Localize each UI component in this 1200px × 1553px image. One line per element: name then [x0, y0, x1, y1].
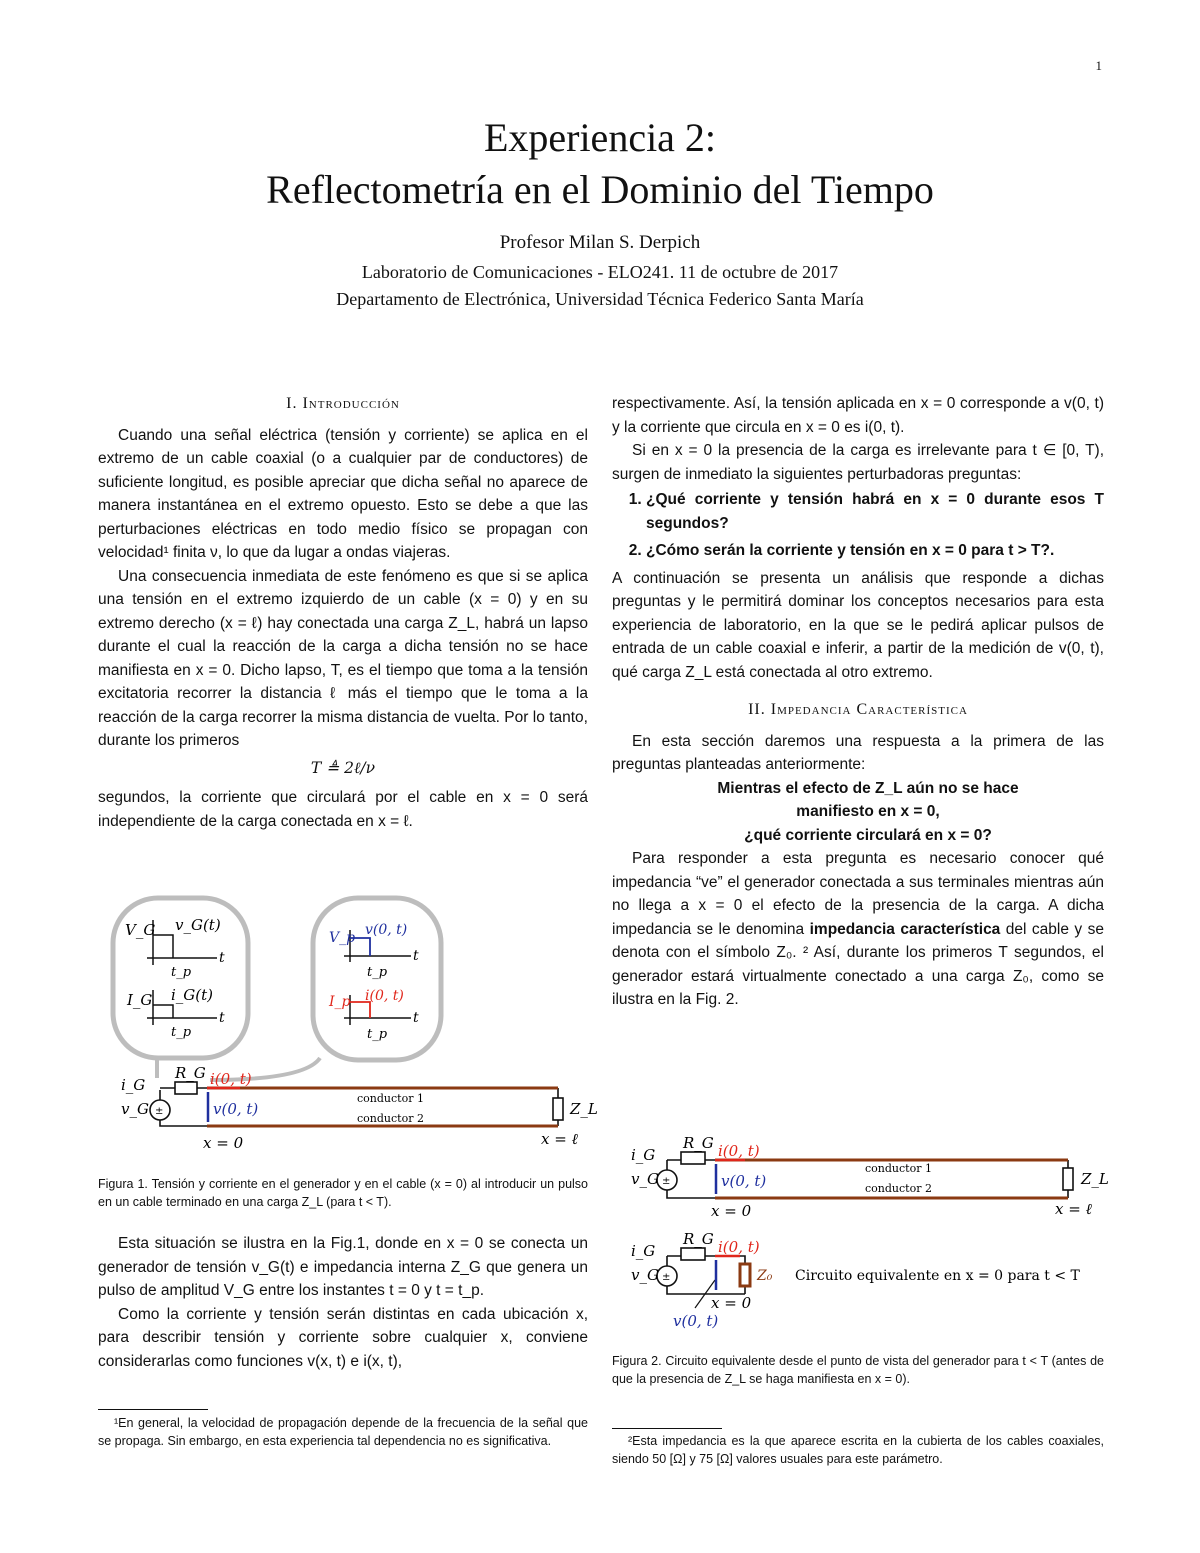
- source-sign: ±: [662, 1176, 671, 1187]
- label-i0t: i(0, t): [210, 1070, 252, 1088]
- label-Ip: I_p: [329, 994, 351, 1010]
- label-t: t: [413, 1010, 419, 1026]
- figure-2-caption: Figura 2. Circuito equivalente desde el punto de vista del generador para t < T (antes de que la presencia de Z_L se haga manifiesta en x = 0).: [612, 1354, 1104, 1386]
- paragraph: A continuación se presenta un análisis que responde a dichas preguntas y le permitirá dominar los conceptos necesarios para esta experiencia de laboratorio, en la que se le pedirá aplicar pulsos de entrada de un cable coaxial e inferir, a partir de la medición de v(0, t), qué carga Z_L está conectada al otro extremo.: [612, 569, 1104, 681]
- footnote-1: ¹En general, la velocidad de propagación depende de la frecuencia de la señal que se propaga. Sin embargo, en esta experiencia tal dependencia no es significativa.: [98, 1416, 588, 1448]
- paragraph: Como la corriente y tensión serán distintas en cada ubicación x, para describir tensión y corriente sobre cualquier x, conviene considerarlas como funciones v(x, t) e i(x, t),: [98, 1305, 588, 1370]
- paper-title: [0, 112, 1200, 216]
- affiliation-1: Laboratorio de Comunicaciones - ELO241. 11 de octubre de 2017: [361, 262, 839, 282]
- label-iG: i_G: [121, 1076, 146, 1094]
- left-column-bottom: [98, 1232, 588, 1373]
- right-column: [612, 392, 1104, 1012]
- left-column: [98, 392, 588, 833]
- label-VG: V_G: [125, 921, 156, 939]
- section-2-heading: II. Impedancia Característica: [748, 701, 968, 718]
- affiliation-2: Departamento de Electrónica, Universidad Técnica Federico Santa María: [336, 289, 864, 309]
- highlight-line: Mientras el efecto de Z_L aún no se hace: [717, 779, 1019, 797]
- paragraph: En esta sección daremos una respuesta a la primera de las preguntas planteadas anteriormente:: [612, 732, 1104, 773]
- question-item: 1. ¿Qué corriente y tensión habrá en x = 0 durante esos T segundos?: [646, 488, 1104, 535]
- question-item: 2. ¿Cómo serán la corriente y tensión en x = 0 para t > T?.: [646, 539, 1104, 563]
- label-RG: R_G: [683, 1230, 714, 1248]
- label-RG: R_G: [683, 1134, 714, 1152]
- label-tp: t_p: [367, 1027, 388, 1042]
- highlight-line: manifiesto en x = 0,: [796, 803, 940, 820]
- label-vG: v_G: [121, 1100, 149, 1118]
- label-conductor-1: conductor 1: [865, 1162, 932, 1175]
- label-xl: x = ℓ: [1055, 1200, 1092, 1218]
- label-equivalent-circuit: Circuito equivalente en x = 0 para t < T: [795, 1268, 1080, 1284]
- label-Z0: Z₀: [757, 1268, 773, 1284]
- highlight-line: ¿qué corriente circulará en x = 0?: [744, 826, 992, 844]
- label-i0t: i(0, t): [718, 1142, 760, 1160]
- label-RG: R_G: [175, 1064, 206, 1082]
- label-ZL: Z_L: [1081, 1170, 1109, 1188]
- label-xl: x = ℓ: [541, 1130, 578, 1148]
- label-conductor-1: conductor 1: [357, 1092, 424, 1105]
- figure-1: [95, 890, 598, 1155]
- label-i0t: i(0, t): [718, 1238, 760, 1256]
- source-sign: ±: [155, 1106, 164, 1117]
- label-iGt: i_G(t): [171, 986, 214, 1004]
- label-vGt: v_G(t): [175, 916, 221, 934]
- paragraph: Esta situación se ilustra en la Fig.1, donde en x = 0 se conecta un generador de tensión v_G(t) e impedancia interna Z_G que genera un pulso de amplitud V_G entre los instantes t = 0 y t = t_p.: [98, 1235, 588, 1299]
- label-v0t: v(0, t): [365, 922, 408, 938]
- paragraph: Si en x = 0 la presencia de la carga es irrelevante para t ∈ [0, T), surgen de inmediato la siguientes perturbadoras preguntas:: [612, 442, 1104, 483]
- paragraph: [612, 847, 1104, 1012]
- label-v0t: v(0, t): [213, 1100, 259, 1118]
- label-t: t: [413, 948, 419, 964]
- footnote-rule: [612, 1428, 722, 1429]
- label-t: t: [219, 1010, 225, 1026]
- label-i0t: i(0, t): [365, 988, 404, 1004]
- paragraph: segundos, la corriente que circulará por el cable en x = 0 será independiente de la carga conectada en x = ℓ.: [98, 789, 588, 830]
- source-sign: ±: [662, 1272, 671, 1283]
- equation-T: T ≜ 2ℓ/ν: [310, 758, 376, 777]
- label-x0: x = 0: [711, 1294, 752, 1312]
- title-line-2: Reflectometría en el Dominio del Tiempo: [266, 167, 934, 212]
- text-run: del cable y se denota con el símbolo Z₀. ² Así, durante los primeros T segundos, el generador estará virtualmente conectado a una carga Z₀, como se ilustra en la Fig. 2.: [612, 920, 1104, 1008]
- label-tp: t_p: [171, 1025, 192, 1040]
- label-x0: x = 0: [203, 1134, 244, 1152]
- paragraph: Una consecuencia inmediata de este fenómeno es que si se aplica una tensión en el extremo izquierdo de un cable (x = 0) y en su extremo derecho (x = ℓ) hay conectada una carga Z_L, habrá un lapso durante el cual la reacción de la carga a dicha tensión no se hace manifiesta en x = 0. Dicho lapso, T, es el tiempo que toma a la tensión excitatoria recorrer la distancia ℓ más el tiempo que le toma a la reacción de la carga recorrer la misma distancia de vuelta. Por lo tanto, durante los primeros: [98, 567, 588, 749]
- label-tp: t_p: [171, 965, 192, 980]
- label-conductor-2: conductor 2: [865, 1182, 932, 1195]
- label-iG: i_G: [631, 1146, 656, 1164]
- figure-1-caption: Figura 1. Tensión y corriente en el generador y en el cable (x = 0) al introducir un pulso en un cable terminado en una carga Z_L (para t < T).: [98, 1177, 588, 1209]
- label-x0: x = 0: [711, 1202, 752, 1220]
- footnote-2: ²Esta impedancia es la que aparece escrita en la cubierta de los cables coaxiales, siendo 50 [Ω] y 75 [Ω] valores usuales para este parámetro.: [612, 1434, 1104, 1466]
- figure-2: [615, 1130, 1110, 1335]
- label-conductor-2: conductor 2: [357, 1112, 424, 1125]
- title-line-1: Experiencia 2:: [483, 115, 717, 160]
- term-bold: impedancia característica: [809, 920, 1001, 938]
- label-IG: I_G: [127, 991, 153, 1009]
- page-number: 1: [1095, 58, 1102, 73]
- label-vG: v_G: [631, 1266, 659, 1284]
- question-list: [612, 488, 1104, 563]
- footnote-rule: [98, 1409, 208, 1410]
- paragraph: Cuando una señal eléctrica (tensión y corriente) se aplica en el extremo de un cable coaxial (o a cualquier par de conductores) de suficiente longitud, es posible apreciar que dicha señal no aparece de manera instantánea en el extremo opuesto. Esto se debe a que las perturbaciones eléctricas en todo medio físico se propagan con velocidad¹ finita ν, lo que da lugar a ondas viajeras.: [98, 426, 588, 561]
- label-vG: v_G: [631, 1170, 659, 1188]
- label-v0t: v(0, t): [721, 1172, 767, 1190]
- label-v0t: v(0, t): [673, 1312, 719, 1330]
- author: Profesor Milan S. Derpich: [499, 232, 701, 253]
- section-1-heading: I. Introducción: [286, 395, 400, 412]
- label-t: t: [219, 950, 225, 966]
- label-ZL: Z_L: [570, 1100, 598, 1118]
- label-iG: i_G: [631, 1242, 656, 1260]
- label-tp: t_p: [367, 965, 388, 980]
- label-Vp: V_p: [329, 930, 356, 946]
- paragraph: respectivamente. Así, la tensión aplicada en x = 0 corresponde a v(0, t) y la corriente que circula en x = 0 es i(0, t).: [612, 395, 1104, 436]
- text-run: Para responder a esta pregunta es necesario conocer qué impedancia “ve” el generador conectada a sus terminales mientras aún no llega a x = 0 el efecto de la presencia de la carga. A dicha impedancia se le denomina: [612, 850, 1104, 938]
